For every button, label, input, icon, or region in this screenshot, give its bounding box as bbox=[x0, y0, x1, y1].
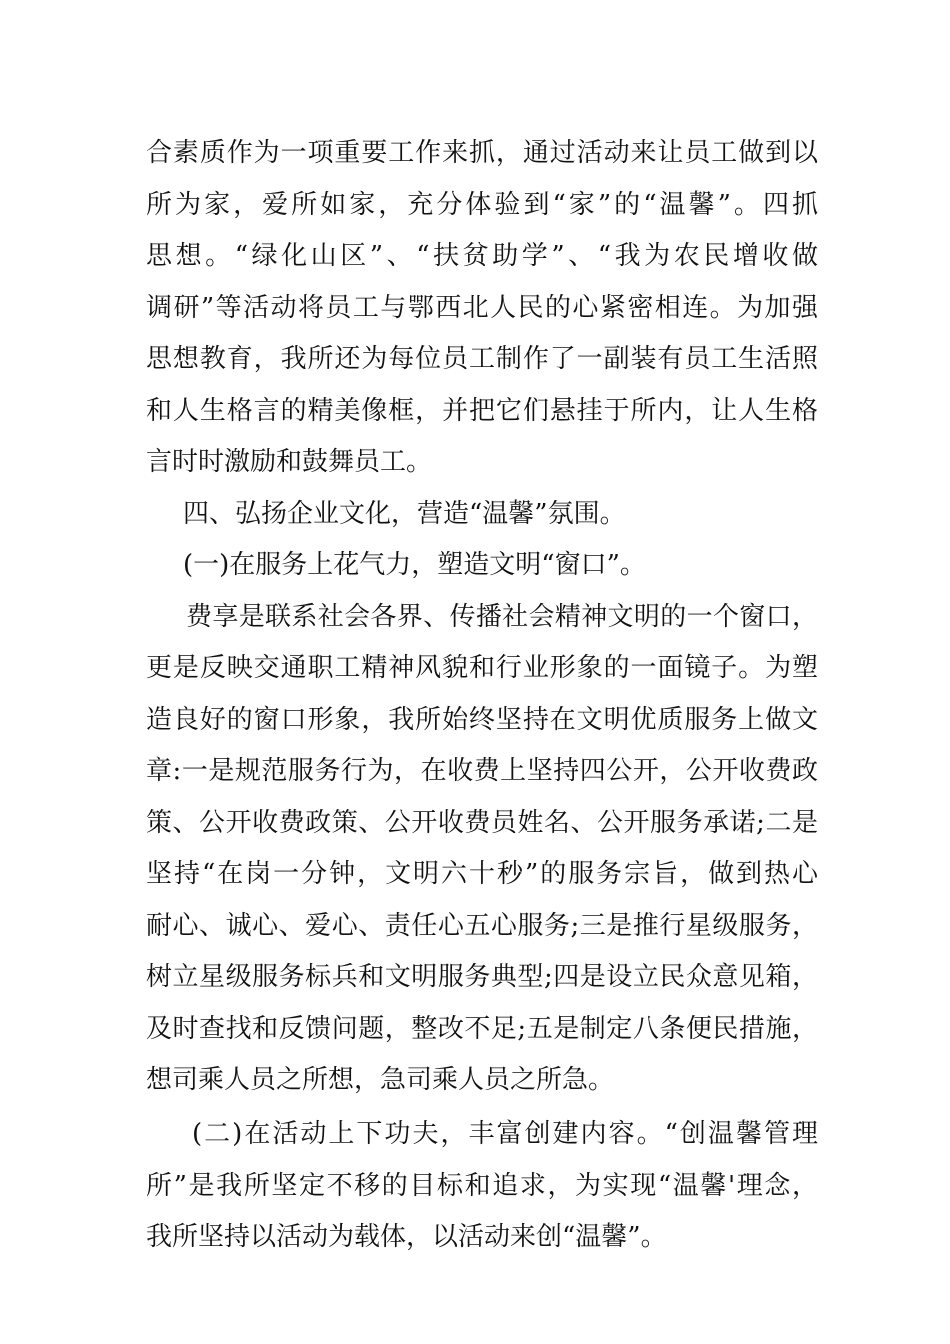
text-line: 思想教育，我所还为每位员工制作了一副装有员工生活照 bbox=[146, 344, 818, 374]
text-line: 思想。“绿化山区”、“扶贫助学”、“我为农民增收做 bbox=[146, 241, 818, 271]
text-line: 和人生格言的精美像框，并把它们悬挂于所内，让人生格 bbox=[146, 395, 818, 426]
text-line: 调研”等活动将员工与鄂西北人民的心紧密相连。为加强 bbox=[146, 292, 818, 323]
text-line: 言时时激励和鼓舞员工。 bbox=[146, 447, 433, 477]
document-body bbox=[146, 132, 818, 1268]
text-line: 造良好的窗口形象，我所始终坚持在文明优质服务上做文 bbox=[146, 704, 818, 735]
text-line: 想司乘人员之所想，急司乘人员之所急。 bbox=[146, 1065, 615, 1095]
text-line: 章:一是规范服务行为，在收费上坚持四公开，公开收费政 bbox=[146, 756, 818, 786]
subsection-heading: (一)在服务上花气力，塑造文明“窗口”。 bbox=[183, 550, 646, 580]
text-line: 及时查找和反馈问题，整改不足;五是制定八条便民措施， bbox=[146, 1013, 818, 1044]
text-line: 耐心、诚心、爱心、责任心五心服务;三是推行星级服务， bbox=[146, 910, 818, 941]
text-line: 策、公开收费政策、公开收费员姓名、公开服务承诺;二是 bbox=[146, 807, 818, 838]
text-line: 所为家，爱所如家，充分体验到“家”的“温馨”。四抓 bbox=[146, 189, 818, 220]
text-line: 树立星级服务标兵和文明服务典型;四是设立民众意见箱， bbox=[146, 962, 818, 992]
text-line: 更是反映交通职工精神风貌和行业形象的一面镜子。为塑 bbox=[146, 653, 818, 683]
section-heading: 四、弘扬企业文化，营造“温馨”氛围。 bbox=[183, 498, 626, 529]
text-line: 费享是联系社会各界、传播社会精神文明的一个窗口， bbox=[186, 601, 818, 632]
text-line: 坚持“在岗一分钟，文明六十秒”的服务宗旨，做到热心 bbox=[146, 859, 818, 889]
text-line: 我所坚持以活动为载体，以活动来创“温馨”。 bbox=[146, 1222, 667, 1252]
text-line: 所”是我所坚定不移的目标和追求，为实现“温馨'理念， bbox=[146, 1170, 818, 1201]
subsection-heading: (二)在活动上下功夫，丰富创建内容。“创温馨管理 bbox=[192, 1119, 818, 1149]
text-line: 合素质作为一项重要工作来抓，通过活动来让员工做到以 bbox=[146, 138, 818, 168]
